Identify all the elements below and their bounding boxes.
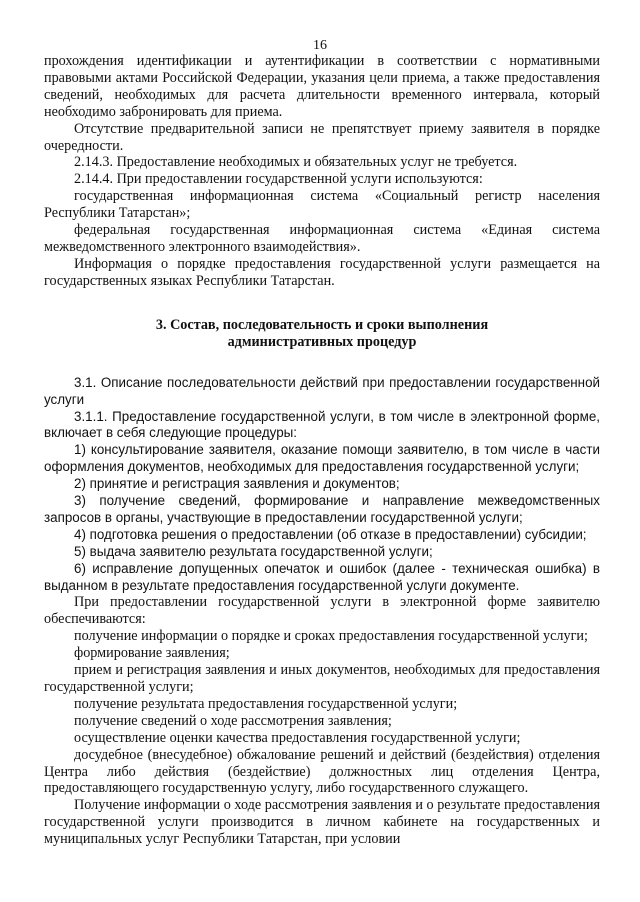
paragraph: осуществление оценки качества предоставления государственной услуги; bbox=[74, 729, 521, 746]
section-heading-line2: административных процедур bbox=[227, 333, 417, 350]
paragraph: федеральная государственная информационная система «Единая система межведомственного электронного взаимодействия». bbox=[44, 222, 600, 255]
paragraph: 5) выдача заявителю результата государственной услуги; bbox=[74, 543, 433, 559]
paragraph: 1) консультирование заявителя, оказание помощи заявителю, в том числе в части оформления документов, необходимых для предоставления государственной услуги; bbox=[44, 442, 600, 475]
paragraph: государственная информационная система «Социальный регистр населения Республики Татарстан»; bbox=[44, 188, 600, 222]
paragraph: 3.1. Описание последовательности действий при предоставлении государственной услуги bbox=[44, 374, 600, 407]
paragraph: Отсутствие предварительной записи не препятствует приему заявителя в порядке очередности. bbox=[44, 120, 600, 154]
paragraph: 2) принятие и регистрация заявления и документов; bbox=[74, 476, 400, 492]
paragraph: получение информации о порядке и сроках предоставления государственной услуги; bbox=[74, 628, 588, 645]
paragraph: 2.14.3. Предоставление необходимых и обязательных услуг не требуется. bbox=[74, 154, 518, 171]
paragraph: 3) получение сведений, формирование и направление межведомственных запросов в органы, участвующие в предоставлении государственной услуги; bbox=[44, 493, 600, 525]
paragraphs-bottom bbox=[44, 375, 600, 848]
paragraph: 4) подготовка решения о предоставлении (об отказе в предоставлении) субсидии; bbox=[74, 526, 587, 542]
paragraph: прием и регистрация заявления и иных документов, необходимых для предоставления государственной услуги; bbox=[44, 662, 600, 695]
section-heading-line1: 3. Состав, последовательность и сроки выполнения bbox=[155, 316, 489, 333]
page-number: 16 bbox=[313, 38, 327, 53]
paragraphs-top bbox=[44, 53, 600, 290]
document-body bbox=[44, 53, 600, 848]
paragraph: досудебное (внесудебное) обжалование решений и действий (бездействия) отделения Центра либо действия (бездействие) должностных лиц отделения Центра, предоставляющего государственную услугу, либо государственного служащего. bbox=[44, 746, 600, 797]
paragraph: 3.1.1. Предоставление государственной услуги, в том числе в электронной форме, включает в себя следующие процедуры: bbox=[44, 408, 600, 441]
paragraph: Информация о порядке предоставления государственной услуги размещается на государственных языках Республики Татарстан. bbox=[44, 255, 600, 289]
section-heading bbox=[44, 317, 600, 351]
paragraph: получение сведений о ходе рассмотрения заявления; bbox=[74, 712, 392, 729]
paragraph: формирование заявления; bbox=[74, 645, 230, 662]
paragraph: прохождения идентификации и аутентификации в соответствии с нормативными правовыми актами Российской Федерации, указания цели приема, а также предоставления сведений, необходимых для расчета длительности временного интервала, который необходимо забронировать для приема. bbox=[44, 53, 600, 120]
paragraph: Получение информации о ходе рассмотрения заявления и о результате предоставления государственной услуги производится в личном кабинете на государственных и муниципальных услуг Республики Татарстан, при условии bbox=[44, 797, 600, 848]
paragraph: получение результата предоставления государственной услуги; bbox=[74, 695, 458, 712]
paragraph: При предоставлении государственной услуги в электронной форме заявителю обеспечиваются: bbox=[44, 594, 600, 628]
paragraph: 2.14.4. При предоставлении государственной услуги используются: bbox=[74, 171, 483, 188]
paragraph: 6) исправление допущенных опечаток и ошибок (далее - техническая ошибка) в выданном в результате предоставления государственной услуги документе. bbox=[44, 560, 600, 593]
